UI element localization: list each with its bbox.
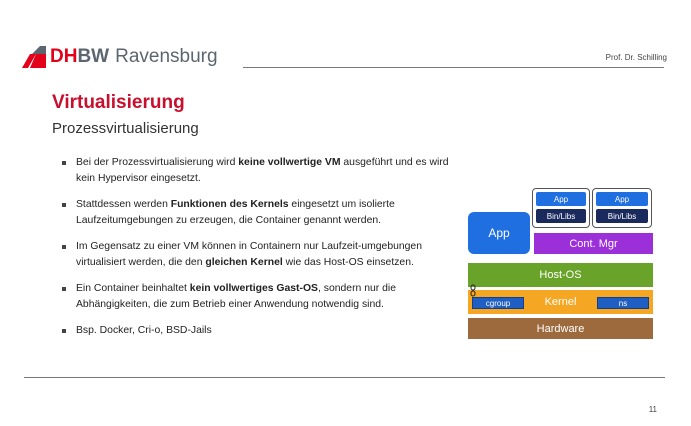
logo-bw: BW xyxy=(77,46,110,67)
container-architecture-diagram xyxy=(468,188,654,338)
bullet-text: Bsp. Docker, Cri-o, BSD-Jails xyxy=(76,325,212,336)
bullet-text: Ein Container beinhaltet xyxy=(76,283,190,294)
bullet-marker xyxy=(62,161,66,165)
bullet-marker xyxy=(62,287,66,291)
bullet-item xyxy=(62,155,452,187)
bullet-emphasis: kein vollwertiges Gast-OS xyxy=(189,283,318,294)
bullet-emphasis: Funktionen des Kernels xyxy=(170,199,289,210)
container-2-libs: Bin/Libs xyxy=(596,209,648,223)
bullet-text: ausgeführt und es wird kein Hypervisor eingesetzt. xyxy=(76,157,449,184)
bullet-text: Stattdessen werden xyxy=(76,199,171,210)
container-1-app: App xyxy=(536,192,586,206)
container-1 xyxy=(532,188,590,228)
author-name: Prof. Dr. Schilling xyxy=(605,53,667,62)
host-os-box: Host-OS xyxy=(468,263,653,287)
bullet-text: eingesetzt um isolierte Laufzeitumgebungen zu erzeugen, die Container genannt werden. xyxy=(76,199,395,226)
ns-tag: ns xyxy=(597,297,649,309)
footer-divider xyxy=(24,377,665,378)
bullet-item xyxy=(62,281,452,313)
host-app-box: App xyxy=(468,212,530,254)
bullet-emphasis: gleichen Kernel xyxy=(205,257,283,268)
bullet-text: Bei der Prozessvirtualisierung wird xyxy=(76,157,239,168)
container-2-app: App xyxy=(596,192,648,206)
bullet-emphasis: keine vollwertige VM xyxy=(238,157,341,168)
logo-city: Ravensburg xyxy=(115,46,218,67)
dhbw-logo xyxy=(22,45,218,69)
bullet-item xyxy=(62,197,452,229)
container-manager-box: Cont. Mgr xyxy=(534,233,653,254)
kernel-box: Kernel xyxy=(468,290,653,314)
page-number: 11 xyxy=(648,405,657,414)
bullet-marker xyxy=(62,203,66,207)
bullet-marker xyxy=(62,245,66,249)
bullet-item xyxy=(62,323,452,339)
slide-subtitle: Prozessvirtualisierung xyxy=(52,120,199,137)
hardware-box: Hardware xyxy=(468,318,653,339)
bullet-list xyxy=(62,155,452,339)
slide-title: Virtualisierung xyxy=(52,92,185,113)
bullet-text: , sondern nur die Abhängigkeiten, die zum Betrieb einer Anwendung notwendig sind. xyxy=(76,283,396,310)
logo-dh: DH xyxy=(50,46,78,67)
link-icon xyxy=(470,284,476,298)
bullet-text: wie das Host-OS einsetzen. xyxy=(282,257,414,268)
dhbw-logo-icon xyxy=(22,46,46,68)
bullet-marker xyxy=(62,329,66,333)
bullet-text: Im Gegensatz zu einer VM können in Containern nur Laufzeit-umgebungen virtualisiert werden, die den xyxy=(76,241,422,268)
container-1-libs: Bin/Libs xyxy=(536,209,586,223)
header-divider xyxy=(243,67,664,68)
bullet-item xyxy=(62,239,452,271)
container-2 xyxy=(592,188,652,228)
cgroup-tag: cgroup xyxy=(472,297,524,309)
logo-text xyxy=(50,46,218,68)
